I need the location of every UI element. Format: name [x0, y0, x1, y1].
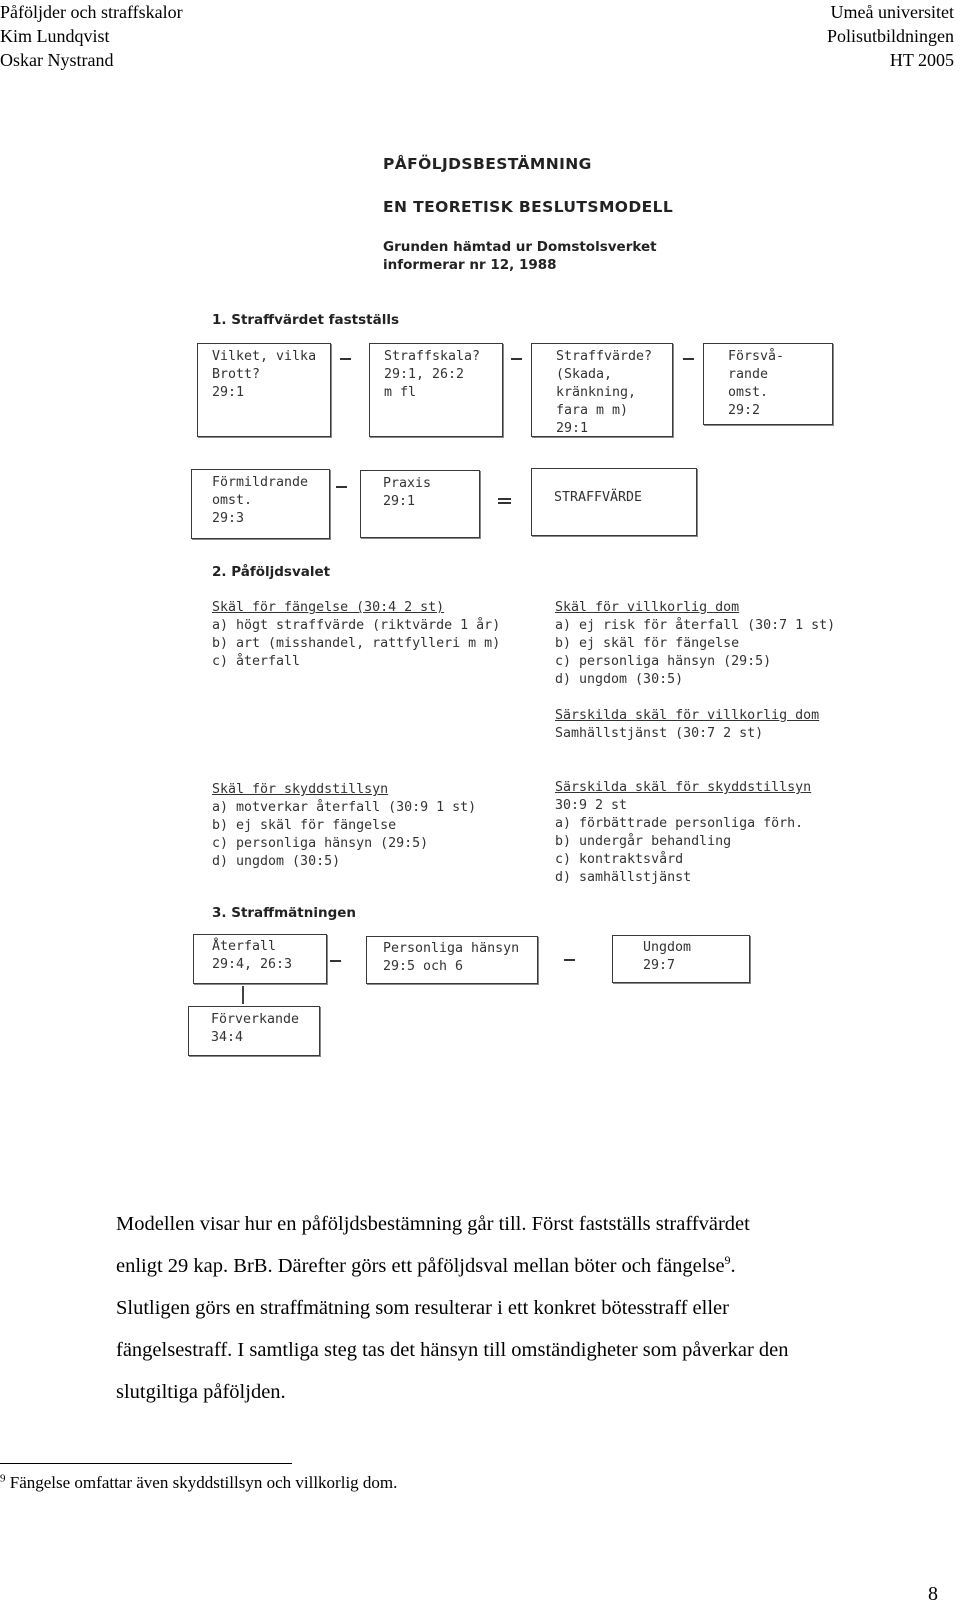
box-straffskala-text: Straffskala? 29:1, 26:2 m fl	[384, 349, 481, 400]
block-item: a) högt straffvärde (riktvärde 1 år)	[212, 618, 501, 633]
connector-vertical	[242, 986, 244, 1004]
box-personliga-hansyn	[366, 936, 538, 984]
connector-dash	[340, 358, 351, 360]
box-ungdom-text: Ungdom 29:7	[643, 940, 692, 973]
header-term: HT 2005	[889, 50, 954, 70]
body-line: Slutligen görs en straffmätning som resulterar i ett konkret bötesstraff eller	[116, 1297, 729, 1319]
header-author-2: Oskar Nystrand	[0, 50, 114, 70]
block-sarskilda-villkorlig-title: Särskilda skäl för villkorlig dom	[555, 708, 820, 723]
block-item: c) återfall	[212, 654, 301, 669]
equals-sign	[498, 498, 511, 500]
header-program: Polisutbildningen	[826, 26, 954, 46]
block-villkorlig	[555, 599, 835, 689]
box-straffskala	[369, 343, 503, 437]
figure-source-1: Grunden hämtad ur Domstolsverket	[383, 239, 657, 255]
block-item: d) samhällstjänst	[555, 870, 692, 885]
block-item: c) kontraktsvård	[555, 852, 684, 867]
step2-heading: 2. Påföljdsvalet	[212, 564, 331, 580]
box-formildrande	[191, 469, 330, 539]
box-ungdom	[612, 935, 750, 983]
body-line: fängelsestraff. I samtliga steg tas det hänsyn till omständigheter som påverkar den	[116, 1339, 789, 1361]
box-brott	[197, 343, 331, 437]
block-item: Samhällstjänst (30:7 2 st)	[555, 726, 764, 741]
block-sarskilda-skyddstillsyn-title: Särskilda skäl för skyddstillsyn	[555, 780, 812, 795]
box-formildrande-text: Förmildrande omst. 29:3	[212, 475, 309, 526]
block-item: a) ej risk för återfall (30:7 1 st)	[555, 618, 836, 633]
decision-model-figure	[150, 140, 870, 1100]
box-straffvarde-result-text: STRAFFVÄRDE	[554, 490, 643, 505]
block-item: c) personliga hänsyn (29:5)	[555, 654, 772, 669]
body-line: slutgiltiga påföljden.	[116, 1381, 286, 1403]
box-straffvarde-q	[531, 343, 673, 437]
connector-dash	[511, 358, 522, 360]
block-item: b) art (misshandel, rattfylleri m m)	[212, 636, 501, 651]
footnote-number: 9	[0, 1472, 6, 1485]
box-straffvarde-result	[531, 468, 697, 536]
block-item: b) ej skäl för fängelse	[212, 818, 397, 833]
connector-dash	[683, 358, 694, 360]
figure-source-2: informerar nr 12, 1988	[383, 257, 557, 273]
block-item: b) ej skäl för fängelse	[555, 636, 740, 651]
block-item: a) förbättrade personliga förh.	[555, 816, 804, 831]
header-right	[827, 0, 954, 72]
body-line: Modellen visar hur en påföljdsbestämning går till. Först fastställs straffvärdet	[116, 1213, 750, 1235]
body-line: enligt 29 kap. BrB. Därefter görs ett påföljdsval mellan böter och fängelse	[116, 1255, 725, 1277]
block-item: d) ungdom (30:5)	[555, 672, 684, 687]
connector-dash	[564, 959, 575, 961]
block-item: a) motverkar återfall (30:9 1 st)	[212, 800, 477, 815]
block-fangelse-title: Skäl för fängelse (30:4 2 st)	[212, 600, 445, 615]
block-skyddstillsyn	[212, 781, 476, 871]
block-item: d) ungdom (30:5)	[212, 854, 341, 869]
connector-dash	[336, 486, 347, 488]
header-left	[0, 0, 183, 72]
box-aterfall-text: Återfall 29:4, 26:3	[212, 939, 293, 972]
sentence-period: .	[730, 1255, 736, 1277]
block-fangelse	[212, 599, 500, 671]
footnote-divider	[0, 1463, 292, 1464]
header-author-1: Kim Lundqvist	[0, 26, 110, 46]
header-course: Påföljder och straffskalor	[0, 2, 183, 22]
box-aterfall	[193, 934, 327, 984]
block-skyddstillsyn-title: Skäl för skyddstillsyn	[212, 782, 389, 797]
box-forverkande-text: Förverkande 34:4	[211, 1012, 300, 1045]
block-item: c) personliga hänsyn (29:5)	[212, 836, 429, 851]
footnote	[0, 1473, 397, 1493]
step3-heading: 3. Straffmätningen	[212, 905, 357, 921]
body-line-with-footnote	[116, 1245, 926, 1287]
block-item: 30:9 2 st	[555, 798, 628, 813]
block-sarskilda-skyddstillsyn	[555, 779, 811, 887]
figure-title-2: EN TEORETISK BESLUTSMODELL	[383, 198, 674, 216]
page-number: 8	[928, 1583, 938, 1605]
step1-heading: 1. Straffvärdet fastställs	[212, 312, 400, 328]
box-forsvarande-text: Försvå- rande omst. 29:2	[728, 349, 785, 418]
box-forsvarande	[703, 343, 833, 425]
box-personliga-hansyn-text: Personliga hänsyn 29:5 och 6	[383, 941, 520, 974]
box-praxis	[360, 470, 480, 538]
block-villkorlig-title: Skäl för villkorlig dom	[555, 600, 740, 615]
box-brott-text: Vilket, vilka Brott? 29:1	[212, 349, 317, 400]
block-item: b) undergår behandling	[555, 834, 732, 849]
box-praxis-text: Praxis 29:1	[383, 476, 432, 509]
box-straffvarde-q-text: Straffvärde? (Skada, kränkning, fara m m) 29:1	[556, 349, 653, 436]
body-paragraph	[116, 1203, 926, 1413]
block-sarskilda-villkorlig	[555, 707, 819, 743]
header-university: Umeå universitet	[830, 2, 954, 22]
footnote-text: Fängelse omfattar även skyddstillsyn och villkorlig dom.	[5, 1473, 398, 1492]
footnote-ref[interactable]: 9	[724, 1253, 731, 1268]
box-forverkande	[188, 1006, 320, 1056]
figure-title-1: PÅFÖLJDSBESTÄMNING	[383, 155, 592, 173]
connector-dash	[330, 960, 341, 962]
